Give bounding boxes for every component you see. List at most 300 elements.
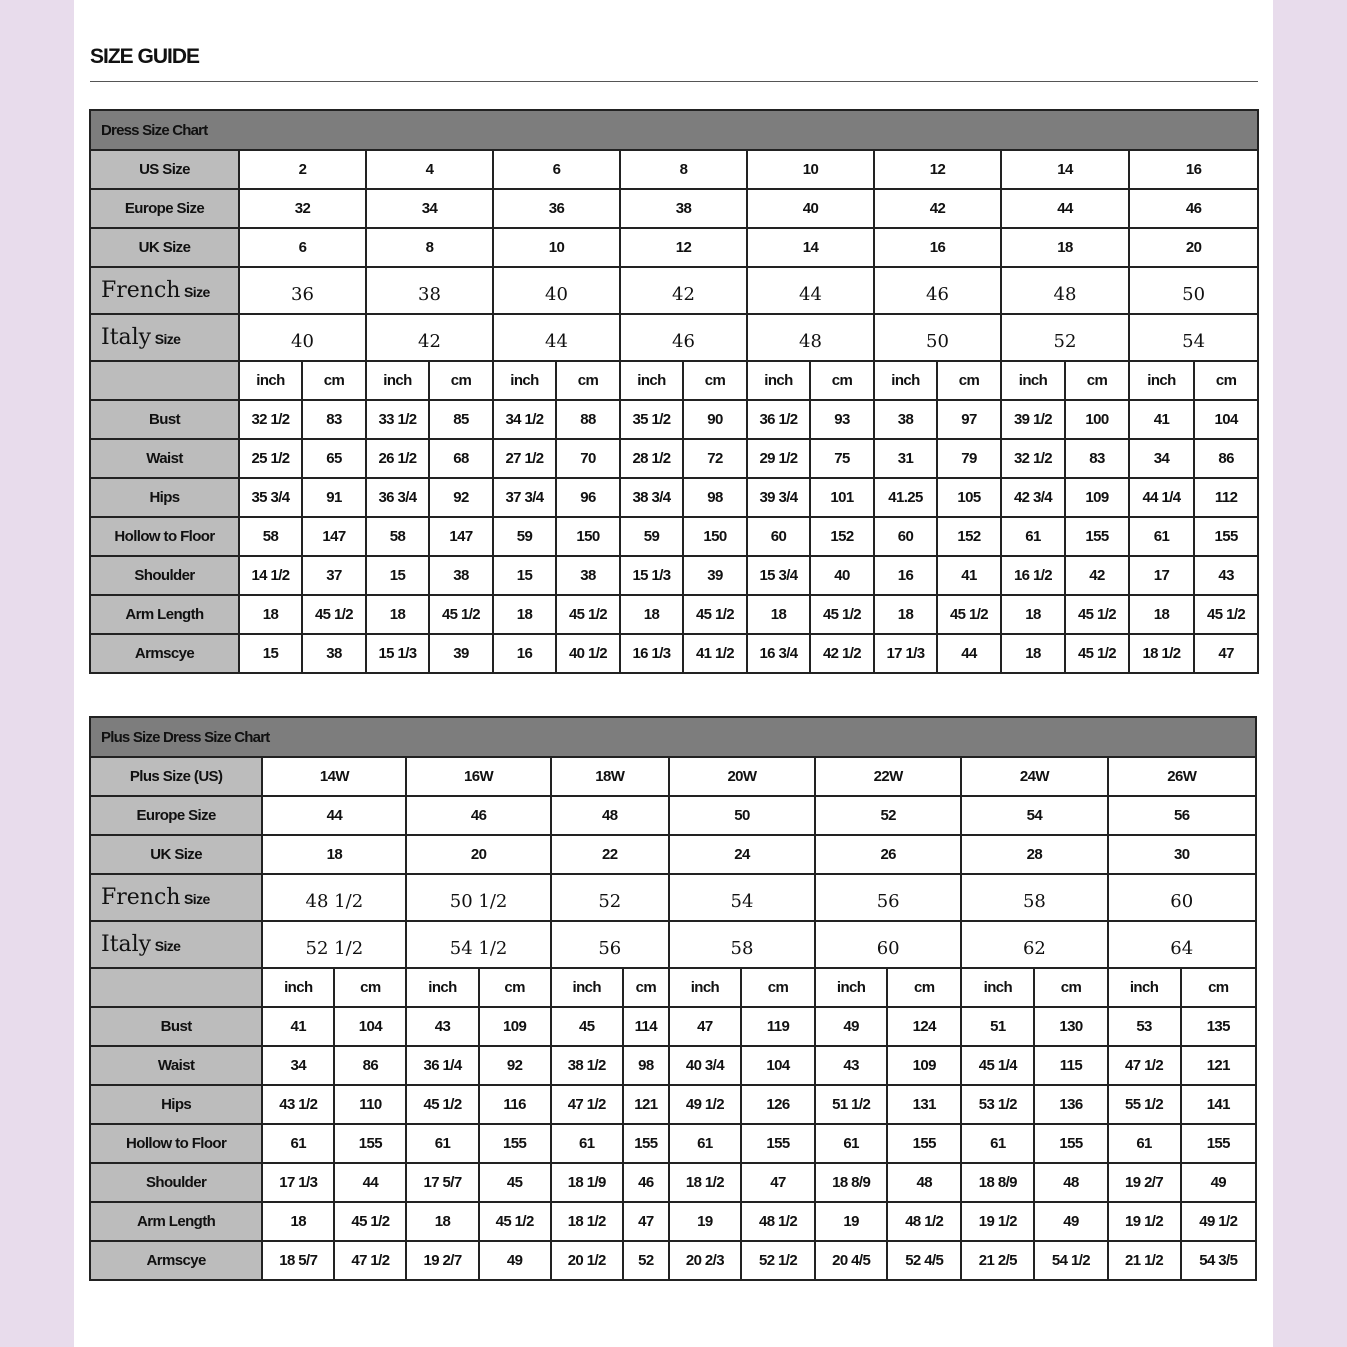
row-label: Europe Size	[90, 796, 262, 835]
size-value: 46	[620, 314, 747, 361]
size-value: 22W	[815, 757, 961, 796]
measurement-value: 18	[262, 1202, 334, 1241]
measurement-value: 41	[1129, 400, 1194, 439]
measurement-value: 98	[683, 478, 747, 517]
measurement-value: 45 1/2	[810, 595, 874, 634]
row-label: Europe Size	[90, 189, 239, 228]
size-value: 18	[262, 835, 406, 874]
row-label	[90, 314, 239, 361]
measurement-value: 26 1/2	[366, 439, 429, 478]
measurement-value: 155	[741, 1124, 815, 1163]
row-label-suffix: Size	[154, 331, 181, 347]
measurement-value: 126	[741, 1085, 815, 1124]
size-value: 56	[551, 921, 669, 968]
measurement-value: 70	[556, 439, 620, 478]
measurement-value: 41	[937, 556, 1001, 595]
measurement-value: 68	[429, 439, 493, 478]
measurement-value: 53	[1108, 1007, 1181, 1046]
measurement-value: 21 2/5	[961, 1241, 1034, 1280]
chart-title: Dress Size Chart	[90, 110, 1258, 150]
measurement-value: 40	[810, 556, 874, 595]
size-value: 54 1/2	[406, 921, 550, 968]
measurement-value: 17 1/3	[874, 634, 937, 673]
size-value: 24	[669, 835, 815, 874]
size-value: 54	[669, 874, 815, 921]
unit-cm: cm	[429, 361, 493, 400]
size-value: 38	[620, 189, 747, 228]
unit-inch: inch	[1001, 361, 1065, 400]
size-value: 22	[551, 835, 669, 874]
measurement-value: 17	[1129, 556, 1194, 595]
measurement-value: 121	[1181, 1046, 1256, 1085]
measurement-value: 104	[1194, 400, 1258, 439]
measurement-value: 14 1/2	[239, 556, 302, 595]
measurement-value: 18 1/2	[551, 1202, 623, 1241]
measurement-value: 38 1/2	[551, 1046, 623, 1085]
row-label-word: Italy	[101, 325, 152, 350]
measurement-value: 90	[683, 400, 747, 439]
measurement-value: 49 1/2	[669, 1085, 741, 1124]
size-row	[90, 796, 1256, 835]
size-value: 14W	[262, 757, 406, 796]
measurement-value: 47	[741, 1163, 815, 1202]
size-value: 46	[1129, 189, 1258, 228]
measurement-value: 119	[741, 1007, 815, 1046]
measurement-value: 19 2/7	[406, 1241, 478, 1280]
title-divider	[90, 81, 1258, 82]
measurement-value: 29 1/2	[747, 439, 810, 478]
measurement-value: 92	[429, 478, 493, 517]
measurement-value: 88	[556, 400, 620, 439]
measurement-value: 61	[815, 1124, 887, 1163]
measurement-value: 18 8/9	[815, 1163, 887, 1202]
measurement-value: 101	[810, 478, 874, 517]
measurement-value: 15	[493, 556, 556, 595]
measurement-value: 47	[623, 1202, 669, 1241]
measurement-value: 42	[1065, 556, 1129, 595]
measurement-value: 150	[683, 517, 747, 556]
unit-cm: cm	[623, 968, 669, 1007]
measurement-value: 79	[937, 439, 1001, 478]
measurement-value: 45 1/2	[406, 1085, 478, 1124]
measurement-value: 105	[937, 478, 1001, 517]
measurement-value: 60	[747, 517, 810, 556]
measurement-value: 15 1/3	[366, 634, 429, 673]
measurement-value: 46	[623, 1163, 669, 1202]
size-value: 36	[493, 189, 620, 228]
size-value: 50	[1129, 267, 1258, 314]
size-value: 44	[747, 267, 874, 314]
unit-inch: inch	[961, 968, 1034, 1007]
measurement-value: 52	[623, 1241, 669, 1280]
unit-cm: cm	[683, 361, 747, 400]
measurement-label: Shoulder	[90, 556, 239, 595]
unit-inch: inch	[1108, 968, 1181, 1007]
measurement-value: 48	[887, 1163, 961, 1202]
size-row	[90, 835, 1256, 874]
measurement-value: 83	[302, 400, 366, 439]
dress-size-chart	[89, 109, 1259, 674]
measurement-value: 45 1/2	[429, 595, 493, 634]
measurement-value: 25 1/2	[239, 439, 302, 478]
measurement-value: 38	[556, 556, 620, 595]
size-value: 26W	[1108, 757, 1256, 796]
measurement-value: 41.25	[874, 478, 937, 517]
measurement-value: 34 1/2	[493, 400, 556, 439]
unit-row-label	[90, 968, 262, 1007]
measurement-value: 97	[937, 400, 1001, 439]
size-value: 52	[815, 796, 961, 835]
measurement-value: 42 1/2	[810, 634, 874, 673]
size-value: 46	[874, 267, 1001, 314]
size-value: 8	[366, 228, 493, 267]
measurement-value: 45 1/2	[1065, 634, 1129, 673]
measurement-value: 131	[887, 1085, 961, 1124]
italy-size-row	[90, 314, 1258, 361]
italy-size-row	[90, 921, 1256, 968]
row-label-suffix: Size	[154, 938, 181, 954]
measurement-value: 19 1/2	[1108, 1202, 1181, 1241]
measurement-value: 36 1/2	[747, 400, 810, 439]
measurement-row	[90, 1085, 1256, 1124]
measurement-value: 93	[810, 400, 874, 439]
row-label	[90, 267, 239, 314]
unit-inch: inch	[874, 361, 937, 400]
measurement-value: 100	[1065, 400, 1129, 439]
measurement-label: Hollow to Floor	[90, 517, 239, 556]
size-value: 52	[1001, 314, 1129, 361]
measurement-value: 18	[620, 595, 683, 634]
measurement-value: 17 1/3	[262, 1163, 334, 1202]
unit-inch: inch	[747, 361, 810, 400]
size-value: 62	[961, 921, 1107, 968]
measurement-value: 53 1/2	[961, 1085, 1034, 1124]
row-label	[90, 874, 262, 921]
unit-cm: cm	[937, 361, 1001, 400]
row-label: US Size	[90, 150, 239, 189]
size-value: 60	[815, 921, 961, 968]
measurement-value: 109	[887, 1046, 961, 1085]
french-size-row	[90, 267, 1258, 314]
measurement-value: 61	[1108, 1124, 1181, 1163]
measurement-value: 109	[479, 1007, 551, 1046]
size-value: 10	[493, 228, 620, 267]
measurement-value: 104	[741, 1046, 815, 1085]
measurement-value: 32 1/2	[239, 400, 302, 439]
french-size-row	[90, 874, 1256, 921]
size-value: 16	[1129, 150, 1258, 189]
measurement-value: 35 3/4	[239, 478, 302, 517]
measurement-value: 21 1/2	[1108, 1241, 1181, 1280]
measurement-value: 44 1/4	[1129, 478, 1194, 517]
unit-cm: cm	[1181, 968, 1256, 1007]
measurement-value: 45 1/2	[479, 1202, 551, 1241]
size-value: 42	[874, 189, 1001, 228]
measurement-value: 48 1/2	[741, 1202, 815, 1241]
measurement-value: 61	[406, 1124, 478, 1163]
measurement-label: Arm Length	[90, 1202, 262, 1241]
measurement-value: 54 3/5	[1181, 1241, 1256, 1280]
measurement-value: 58	[366, 517, 429, 556]
size-value: 48	[551, 796, 669, 835]
unit-inch: inch	[620, 361, 683, 400]
measurement-value: 65	[302, 439, 366, 478]
measurement-value: 155	[334, 1124, 406, 1163]
unit-inch: inch	[239, 361, 302, 400]
measurement-value: 18 1/2	[669, 1163, 741, 1202]
row-label: UK Size	[90, 228, 239, 267]
measurement-label: Bust	[90, 400, 239, 439]
size-value: 14	[747, 228, 874, 267]
measurement-value: 18	[1001, 595, 1065, 634]
measurement-value: 43	[406, 1007, 478, 1046]
measurement-row	[90, 517, 1258, 556]
plus-size-dress-chart	[89, 716, 1257, 1281]
unit-cm: cm	[556, 361, 620, 400]
measurement-value: 16 1/2	[1001, 556, 1065, 595]
measurement-value: 43	[1194, 556, 1258, 595]
size-value: 36	[239, 267, 366, 314]
measurement-value: 55 1/2	[1108, 1085, 1181, 1124]
size-value: 20	[1129, 228, 1258, 267]
measurement-label: Waist	[90, 439, 239, 478]
size-value: 42	[620, 267, 747, 314]
measurement-value: 18	[1129, 595, 1194, 634]
measurement-value: 40 1/2	[556, 634, 620, 673]
row-label: Plus Size (US)	[90, 757, 262, 796]
measurement-value: 141	[1181, 1085, 1256, 1124]
measurement-value: 20 2/3	[669, 1241, 741, 1280]
measurement-value: 31	[874, 439, 937, 478]
measurement-value: 48	[1034, 1163, 1107, 1202]
measurement-value: 45 1/2	[1065, 595, 1129, 634]
measurement-value: 155	[1034, 1124, 1107, 1163]
measurement-label: Hips	[90, 478, 239, 517]
measurement-value: 18 8/9	[961, 1163, 1034, 1202]
measurement-value: 19 1/2	[961, 1202, 1034, 1241]
measurement-value: 135	[1181, 1007, 1256, 1046]
measurement-value: 18	[1001, 634, 1065, 673]
row-label-suffix: Size	[184, 284, 210, 300]
measurement-value: 15	[366, 556, 429, 595]
measurement-value: 59	[493, 517, 556, 556]
size-value: 4	[366, 150, 493, 189]
size-value: 46	[406, 796, 550, 835]
measurement-value: 45 1/2	[683, 595, 747, 634]
size-value: 18	[1001, 228, 1129, 267]
size-row	[90, 228, 1258, 267]
size-value: 64	[1108, 921, 1256, 968]
measurement-value: 98	[623, 1046, 669, 1085]
measurement-value: 18 5/7	[262, 1241, 334, 1280]
measurement-value: 20 4/5	[815, 1241, 887, 1280]
unit-inch: inch	[815, 968, 887, 1007]
measurement-value: 59	[620, 517, 683, 556]
measurement-value: 45	[551, 1007, 623, 1046]
measurement-value: 114	[623, 1007, 669, 1046]
size-guide-page	[74, 0, 1273, 1347]
measurement-value: 18	[406, 1202, 478, 1241]
size-value: 48	[1001, 267, 1129, 314]
measurement-value: 155	[479, 1124, 551, 1163]
measurement-value: 48 1/2	[887, 1202, 961, 1241]
size-value: 24W	[961, 757, 1107, 796]
measurement-value: 83	[1065, 439, 1129, 478]
measurement-value: 41	[262, 1007, 334, 1046]
measurement-value: 47 1/2	[334, 1241, 406, 1280]
measurement-value: 33 1/2	[366, 400, 429, 439]
size-value: 20W	[669, 757, 815, 796]
unit-cm: cm	[1194, 361, 1258, 400]
measurement-value: 116	[479, 1085, 551, 1124]
measurement-value: 19	[815, 1202, 887, 1241]
measurement-value: 34	[1129, 439, 1194, 478]
row-label-suffix: Size	[184, 891, 210, 907]
measurement-value: 45 1/2	[334, 1202, 406, 1241]
size-value: 12	[620, 228, 747, 267]
measurement-value: 38	[874, 400, 937, 439]
measurement-value: 18	[747, 595, 810, 634]
measurement-value: 36 1/4	[406, 1046, 478, 1085]
measurement-value: 18 1/2	[1129, 634, 1194, 673]
measurement-value: 112	[1194, 478, 1258, 517]
measurement-value: 44	[937, 634, 1001, 673]
measurement-value: 39 1/2	[1001, 400, 1065, 439]
measurement-value: 61	[551, 1124, 623, 1163]
measurement-label: Waist	[90, 1046, 262, 1085]
unit-cm: cm	[1034, 968, 1107, 1007]
size-value: 38	[366, 267, 493, 314]
measurement-value: 28 1/2	[620, 439, 683, 478]
measurement-value: 37	[302, 556, 366, 595]
size-value: 16W	[406, 757, 550, 796]
size-value: 30	[1108, 835, 1256, 874]
measurement-value: 20 1/2	[551, 1241, 623, 1280]
measurement-value: 124	[887, 1007, 961, 1046]
measurement-value: 18	[366, 595, 429, 634]
size-value: 52 1/2	[262, 921, 406, 968]
size-value: 48	[747, 314, 874, 361]
unit-inch: inch	[669, 968, 741, 1007]
size-value: 54	[961, 796, 1107, 835]
size-value: 6	[239, 228, 366, 267]
size-value: 44	[262, 796, 406, 835]
size-value: 50	[874, 314, 1001, 361]
size-value: 58	[961, 874, 1107, 921]
unit-inch: inch	[493, 361, 556, 400]
measurement-label: Hips	[90, 1085, 262, 1124]
measurement-value: 104	[334, 1007, 406, 1046]
unit-row	[90, 968, 1256, 1007]
measurement-value: 45 1/2	[937, 595, 1001, 634]
unit-row	[90, 361, 1258, 400]
size-value: 40	[493, 267, 620, 314]
measurement-value: 42 3/4	[1001, 478, 1065, 517]
measurement-value: 152	[810, 517, 874, 556]
measurement-value: 115	[1034, 1046, 1107, 1085]
measurement-value: 61	[1129, 517, 1194, 556]
chart-title: Plus Size Dress Size Chart	[90, 717, 1256, 757]
measurement-value: 38 3/4	[620, 478, 683, 517]
measurement-value: 60	[874, 517, 937, 556]
unit-cm: cm	[887, 968, 961, 1007]
measurement-value: 16	[493, 634, 556, 673]
measurement-value: 35 1/2	[620, 400, 683, 439]
measurement-row	[90, 595, 1258, 634]
measurement-value: 52 4/5	[887, 1241, 961, 1280]
size-value: 2	[239, 150, 366, 189]
measurement-value: 58	[239, 517, 302, 556]
measurement-row	[90, 634, 1258, 673]
measurement-value: 52 1/2	[741, 1241, 815, 1280]
measurement-value: 19 2/7	[1108, 1163, 1181, 1202]
measurement-value: 18	[239, 595, 302, 634]
unit-cm: cm	[334, 968, 406, 1007]
measurement-value: 43 1/2	[262, 1085, 334, 1124]
measurement-value: 47 1/2	[1108, 1046, 1181, 1085]
measurement-value: 40 3/4	[669, 1046, 741, 1085]
row-label-word: Italy	[101, 932, 152, 957]
measurement-value: 44	[334, 1163, 406, 1202]
measurement-value: 155	[1065, 517, 1129, 556]
size-value: 52	[551, 874, 669, 921]
size-value: 34	[366, 189, 493, 228]
measurement-value: 49	[1034, 1202, 1107, 1241]
measurement-value: 51 1/2	[815, 1085, 887, 1124]
measurement-row	[90, 1241, 1256, 1280]
measurement-row	[90, 478, 1258, 517]
measurement-value: 32 1/2	[1001, 439, 1065, 478]
measurement-row	[90, 1046, 1256, 1085]
size-value: 32	[239, 189, 366, 228]
measurement-value: 49	[815, 1007, 887, 1046]
measurement-value: 49 1/2	[1181, 1202, 1256, 1241]
unit-inch: inch	[406, 968, 478, 1007]
measurement-value: 155	[887, 1124, 961, 1163]
measurement-row	[90, 439, 1258, 478]
unit-inch: inch	[1129, 361, 1194, 400]
measurement-value: 130	[1034, 1007, 1107, 1046]
size-value: 6	[493, 150, 620, 189]
measurement-value: 16	[874, 556, 937, 595]
measurement-value: 136	[1034, 1085, 1107, 1124]
size-value: 58	[669, 921, 815, 968]
measurement-value: 16 1/3	[620, 634, 683, 673]
size-value: 60	[1108, 874, 1256, 921]
measurement-value: 121	[623, 1085, 669, 1124]
measurement-value: 49	[479, 1241, 551, 1280]
size-value: 40	[239, 314, 366, 361]
size-value: 42	[366, 314, 493, 361]
measurement-value: 15	[239, 634, 302, 673]
unit-cm: cm	[741, 968, 815, 1007]
unit-row-label	[90, 361, 239, 400]
measurement-value: 155	[1181, 1124, 1256, 1163]
measurement-value: 27 1/2	[493, 439, 556, 478]
size-value: 48 1/2	[262, 874, 406, 921]
measurement-value: 147	[302, 517, 366, 556]
size-value: 56	[815, 874, 961, 921]
size-value: 44	[493, 314, 620, 361]
measurement-value: 45	[479, 1163, 551, 1202]
unit-cm: cm	[810, 361, 874, 400]
measurement-value: 45 1/4	[961, 1046, 1034, 1085]
size-value: 16	[874, 228, 1001, 267]
measurement-label: Bust	[90, 1007, 262, 1046]
measurement-label: Armscye	[90, 634, 239, 673]
measurement-value: 17 5/7	[406, 1163, 478, 1202]
unit-cm: cm	[1065, 361, 1129, 400]
